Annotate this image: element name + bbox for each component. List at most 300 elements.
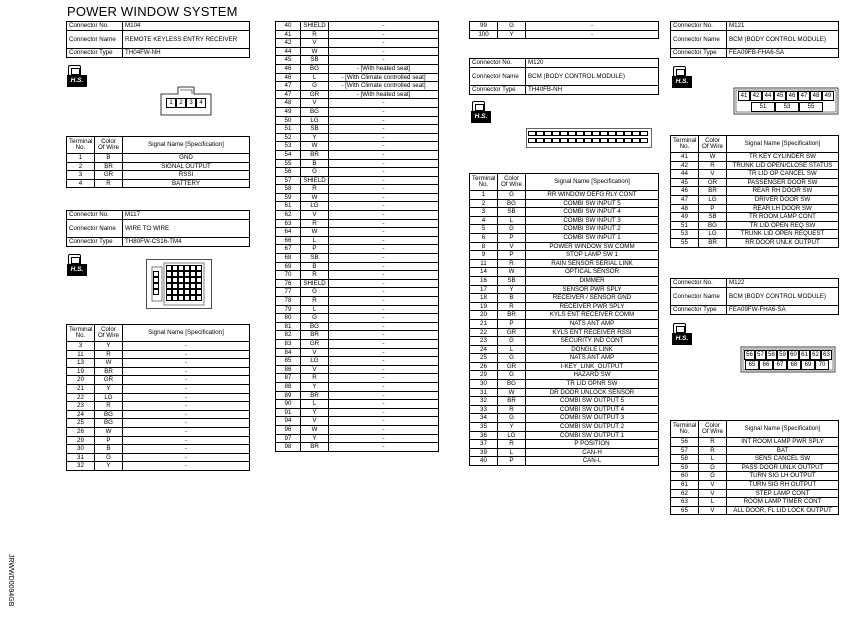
table-row [671, 153, 839, 162]
connector-cavity [536, 131, 544, 136]
signal-name-cell: PASSENGER DOOR SW [727, 178, 839, 187]
m117-connector-name: WIRE TO WIRE [123, 220, 250, 238]
wire-color-cell: L [301, 236, 329, 245]
table-row [470, 251, 659, 260]
wire-color-cell: W [95, 359, 123, 368]
wire-color-cell: BG [699, 221, 727, 230]
table-row [470, 311, 659, 320]
table-row [276, 82, 439, 91]
wire-color-cell: B [95, 445, 123, 454]
table-row [67, 367, 250, 376]
table-row [276, 279, 439, 288]
signal-header: Signal Name [Specification] [123, 325, 250, 342]
wire-color-cell: G [498, 191, 526, 200]
wire-color-cell: V [301, 365, 329, 374]
table-row [67, 359, 250, 368]
table-row [276, 64, 439, 73]
signal-name-cell: - [329, 434, 439, 443]
m117-signal-table-continued [275, 21, 439, 452]
terminal-cell: 94 [276, 417, 301, 426]
terminal-cell: 90 [276, 400, 301, 409]
connector-pin: 67 [773, 360, 787, 370]
terminal-cell: 46 [671, 187, 699, 196]
table-row [276, 408, 439, 417]
terminal-header: Terminal No. [67, 137, 95, 154]
table-row [276, 365, 439, 374]
table-row [276, 339, 439, 348]
terminal-cell: 61 [276, 202, 301, 211]
terminal-cell: 25 [67, 419, 95, 428]
terminal-cell: 63 [671, 498, 699, 507]
connector-cavity [600, 131, 608, 136]
terminal-cell: 4 [470, 216, 498, 225]
wire-color-cell: W [301, 193, 329, 202]
table-row [671, 480, 839, 489]
signal-name-cell: STEP LAMP CONT [727, 489, 839, 498]
terminal-cell: 58 [671, 455, 699, 464]
wire-color-cell: G [498, 354, 526, 363]
terminal-cell: 33 [470, 405, 498, 414]
table-row [671, 506, 839, 515]
table-row [67, 427, 250, 436]
signal-name-cell: I-KEY_LINK_OUTPUT [526, 362, 659, 371]
wire-color-cell: P [498, 319, 526, 328]
signal-name-cell: RECEIVER / SENSOR GND [526, 294, 659, 303]
table-row [276, 185, 439, 194]
table-row [67, 462, 250, 471]
wire-color-cell: R [301, 374, 329, 383]
terminal-cell: 47 [276, 82, 301, 91]
signal-name-cell: - [329, 425, 439, 434]
signal-name-cell: BATTERY [123, 179, 250, 188]
connector-pin: 48 [810, 91, 822, 101]
table-row [470, 371, 659, 380]
table-row [470, 337, 659, 346]
table-row [470, 405, 659, 414]
connector-cavity [584, 131, 592, 136]
signal-name-cell: DR DOOR UNLOCK SENSOR [526, 388, 659, 397]
table-row [470, 285, 659, 294]
terminal-cell: 70 [276, 271, 301, 280]
connector-cavity [640, 131, 648, 136]
connector-name-label: Connector Name [470, 68, 526, 86]
table-row [276, 30, 439, 39]
wire-color-cell: BR [301, 391, 329, 400]
wire-color-cell: GR [95, 171, 123, 180]
signal-name-cell: - [329, 107, 439, 116]
table-row [276, 391, 439, 400]
signal-name-cell: - [123, 436, 250, 445]
wire-color-cell: G [699, 463, 727, 472]
terminal-cell: 51 [276, 125, 301, 134]
table-row [470, 431, 659, 440]
table-row [470, 233, 659, 242]
wire-color-cell: BG [301, 322, 329, 331]
signal-name-cell: HAZARD SW [526, 371, 659, 380]
signal-name-cell: - [329, 133, 439, 142]
wire-color-cell: L [498, 448, 526, 457]
signal-name-cell: NATS ANT AMP [526, 354, 659, 363]
table-row [276, 305, 439, 314]
terminal-cell: 1 [470, 191, 498, 200]
terminal-cell: 47 [276, 90, 301, 99]
wire-color-cell: BR [301, 150, 329, 159]
signal-name-cell: TR LID OP CANCEL SW [727, 170, 839, 179]
wire-color-cell: Y [498, 285, 526, 294]
table-row [470, 216, 659, 225]
connector-pin: 57 [755, 350, 766, 360]
signal-name-cell: - [329, 211, 439, 220]
signal-name-cell: COMBI SW OUTPUT 1 [526, 431, 659, 440]
harness-side-icon: H.S. [672, 66, 694, 90]
wire-color-cell: SB [699, 213, 727, 222]
terminal-cell: 13 [67, 359, 95, 368]
signal-name-cell: - [123, 402, 250, 411]
table-row [276, 90, 439, 99]
page-title: POWER WINDOW SYSTEM [67, 4, 238, 19]
table-row [276, 425, 439, 434]
table-row [276, 348, 439, 357]
connector-cavity [632, 131, 640, 136]
terminal-cell: 3 [67, 171, 95, 180]
table-row [470, 191, 659, 200]
wire-color-cell: LG [699, 195, 727, 204]
wire-color-cell: V [301, 99, 329, 108]
color-header: Color Of Wire [95, 325, 123, 342]
terminal-cell: 29 [470, 371, 498, 380]
signal-name-cell: - [With Climate controlled seat] [329, 82, 439, 91]
terminal-cell: 41 [671, 153, 699, 162]
wire-color-cell: R [95, 402, 123, 411]
signal-name-cell: - [329, 202, 439, 211]
signal-name-cell: INT ROOM LAMP PWR SPLY [727, 438, 839, 447]
connector-cavity [544, 138, 552, 143]
m117-connector-info [66, 210, 250, 247]
signal-name-cell: - [329, 297, 439, 306]
wire-color-cell: BR [699, 187, 727, 196]
wire-color-cell: P [498, 233, 526, 242]
wire-color-cell: LG [301, 357, 329, 366]
terminal-cell: 66 [276, 236, 301, 245]
wire-color-cell: G [498, 371, 526, 380]
signal-name-cell: - [123, 376, 250, 385]
wire-color-cell: Y [301, 133, 329, 142]
terminal-cell: 99 [470, 22, 498, 31]
signal-name-cell: - [329, 142, 439, 151]
terminal-cell: 56 [276, 168, 301, 177]
signal-header: Signal Name [Specification] [526, 174, 659, 191]
wire-color-cell: V [301, 417, 329, 426]
signal-name-cell: COMBI SW INPUT 4 [526, 208, 659, 217]
table-row [470, 30, 659, 39]
wire-color-cell: L [301, 305, 329, 314]
terminal-cell: 53 [671, 230, 699, 239]
terminal-cell: 77 [276, 288, 301, 297]
connector-cavity [544, 131, 552, 136]
wire-color-cell: B [301, 262, 329, 271]
terminal-cell: 37 [470, 440, 498, 449]
wire-color-cell: G [301, 314, 329, 323]
table-row [671, 213, 839, 222]
connector-pin: 49 [822, 91, 834, 101]
m122-signal-table [670, 420, 839, 515]
connector-cavity [153, 289, 159, 295]
table-row [470, 345, 659, 354]
signal-name-cell: COMBI SW OUTPUT 2 [526, 423, 659, 432]
m121-connector-type: FEA09FB-FHA6-SA [727, 49, 839, 58]
m117-signal-table [66, 324, 250, 471]
connector-cavity [592, 131, 600, 136]
wire-color-cell: Y [95, 384, 123, 393]
m120-connector-info [469, 58, 659, 95]
table-row [671, 455, 839, 464]
wire-color-cell: W [95, 427, 123, 436]
wire-color-cell: P [699, 204, 727, 213]
table-row [276, 236, 439, 245]
signal-name-cell: - [329, 228, 439, 237]
table-row [276, 262, 439, 271]
signal-name-cell: - [123, 427, 250, 436]
terminal-cell: 41 [276, 30, 301, 39]
wire-color-cell: P [498, 251, 526, 260]
connector-pin: 61 [799, 350, 810, 360]
connector-pin: 45 [774, 91, 786, 101]
wire-color-cell: L [699, 498, 727, 507]
signal-name-cell: - [329, 271, 439, 280]
terminal-cell: 46 [276, 64, 301, 73]
table-row [276, 331, 439, 340]
terminal-cell: 20 [67, 376, 95, 385]
wire-color-cell: LG [95, 393, 123, 402]
wire-color-cell: SB [301, 125, 329, 134]
signal-name-cell: DRIVER DOOR SW [727, 195, 839, 204]
m121-connector-no: M121 [727, 22, 839, 31]
terminal-cell: 55 [671, 238, 699, 247]
terminal-cell: 96 [276, 425, 301, 434]
signal-name-cell: - [329, 245, 439, 254]
table-row [276, 271, 439, 280]
connector-pin: 51 [751, 102, 775, 112]
table-row [276, 39, 439, 48]
connector-cavity [560, 131, 568, 136]
m122-connector-info [670, 278, 839, 315]
table-row [67, 162, 250, 171]
terminal-cell: 19 [470, 302, 498, 311]
connector-pin: 46 [786, 91, 798, 101]
connector-no-label: Connector No. [470, 59, 526, 68]
terminal-cell: 51 [671, 221, 699, 230]
terminal-cell: 91 [276, 408, 301, 417]
terminal-cell: 24 [67, 410, 95, 419]
signal-name-cell: - [329, 176, 439, 185]
table-row [276, 125, 439, 134]
signal-name-cell: - [329, 219, 439, 228]
terminal-cell: 18 [470, 294, 498, 303]
wire-color-cell: GR [498, 328, 526, 337]
connector-cavity [632, 138, 640, 143]
signal-header: Signal Name [Specification] [123, 137, 250, 154]
connector-cavity [624, 131, 632, 136]
connector-pin: 2 [176, 98, 186, 108]
terminal-cell: 87 [276, 374, 301, 383]
signal-name-cell: DONGLE LINK [526, 345, 659, 354]
table-row [67, 402, 250, 411]
signal-name-cell: - [329, 357, 439, 366]
terminal-cell: 34 [470, 414, 498, 423]
table-row [67, 436, 250, 445]
signal-name-cell: SENSOR PWR SPLY [526, 285, 659, 294]
signal-name-cell: COMBI SW INPUT 1 [526, 233, 659, 242]
connector-no-label: Connector No. [671, 279, 727, 288]
signal-name-cell: - [329, 168, 439, 177]
m122-connector-type: FEA09FW-FHA6-SA [727, 306, 839, 315]
table-row [276, 314, 439, 323]
table-row [470, 440, 659, 449]
wire-color-cell: R [498, 440, 526, 449]
signal-name-cell: - [329, 443, 439, 452]
terminal-cell: 5 [470, 225, 498, 234]
signal-name-cell: ROOM LAMP TIMER CONT [727, 498, 839, 507]
table-row [671, 170, 839, 179]
wire-color-cell: R [498, 405, 526, 414]
m104-connector-name: REMOTE KEYLESS ENTRY RECEIVER [123, 31, 250, 49]
wire-color-cell: R [699, 446, 727, 455]
signal-name-cell: - [329, 262, 439, 271]
table-row [671, 489, 839, 498]
terminal-cell: 85 [276, 357, 301, 366]
terminal-cell: 80 [276, 314, 301, 323]
terminal-cell: 78 [276, 297, 301, 306]
connector-cavity [528, 131, 536, 136]
terminal-cell: 20 [470, 311, 498, 320]
signal-name-cell: - [329, 374, 439, 383]
m122-connector-diagram [740, 345, 836, 373]
table-row [470, 362, 659, 371]
signal-name-cell: - [329, 339, 439, 348]
terminal-cell: 76 [276, 279, 301, 288]
table-row [671, 230, 839, 239]
table-row [276, 228, 439, 237]
harness-side-icon: H.S. [672, 323, 694, 347]
wire-color-cell: P [95, 436, 123, 445]
terminal-cell: 52 [276, 133, 301, 142]
signal-name-cell: P POSITION [526, 440, 659, 449]
wire-color-cell: L [301, 73, 329, 82]
signal-name-cell: - [329, 279, 439, 288]
table-row [470, 22, 659, 31]
m122-connector-name: BCM (BODY CONTROL MODULE) [727, 288, 839, 306]
connector-cavity [616, 138, 624, 143]
connector-type-label: Connector Type [67, 49, 123, 58]
connector-no-label: Connector No. [67, 211, 123, 220]
connector-pin: 65 [745, 360, 759, 370]
table-row [470, 457, 659, 466]
table-row [276, 150, 439, 159]
wire-color-cell: L [498, 345, 526, 354]
table-row [276, 288, 439, 297]
table-row [276, 245, 439, 254]
signal-name-cell: TR LID OPNR SW [526, 380, 659, 389]
terminal-cell: 88 [276, 382, 301, 391]
m104-signal-table [66, 136, 250, 188]
m104-connector-no: M104 [123, 22, 250, 31]
terminal-cell: 62 [671, 489, 699, 498]
signal-name-cell: TURN SIG RH OUTPUT [727, 480, 839, 489]
signal-name-cell: - [329, 185, 439, 194]
table-row [67, 350, 250, 359]
terminal-cell: 9 [470, 251, 498, 260]
signal-name-cell: - [329, 56, 439, 65]
terminal-cell: 84 [276, 348, 301, 357]
wire-color-cell: V [301, 211, 329, 220]
terminal-cell: 69 [276, 262, 301, 271]
signal-name-cell: - [123, 393, 250, 402]
wire-color-cell: Y [498, 30, 526, 39]
m122-connector-no: M122 [727, 279, 839, 288]
table-row [470, 423, 659, 432]
signal-header: Signal Name [Specification] [727, 421, 839, 438]
terminal-cell: 82 [276, 331, 301, 340]
signal-name-cell: POWER WINDOW SW COMM [526, 242, 659, 251]
terminal-cell: 17 [470, 285, 498, 294]
terminal-cell: 22 [67, 393, 95, 402]
wire-color-cell: P [498, 457, 526, 466]
terminal-cell: 40 [276, 22, 301, 31]
connector-pin: 3 [186, 98, 196, 108]
terminal-cell: 30 [470, 380, 498, 389]
m104-connector-type: TH04FW-NH [123, 49, 250, 58]
terminal-cell: 39 [470, 448, 498, 457]
wire-color-cell: SB [498, 276, 526, 285]
signal-name-cell: - [329, 348, 439, 357]
wire-color-cell: V [301, 348, 329, 357]
wire-color-cell: R [301, 271, 329, 280]
terminal-cell: 24 [470, 345, 498, 354]
signal-name-cell: REAR RH DOOR SW [727, 187, 839, 196]
table-row [276, 400, 439, 409]
terminal-cell: 40 [470, 457, 498, 466]
connector-cavity [584, 138, 592, 143]
signal-name-cell: TR ROOM LAMP CONT [727, 213, 839, 222]
terminal-cell: 100 [470, 30, 498, 39]
terminal-cell: 45 [276, 56, 301, 65]
signal-name-cell: - [329, 288, 439, 297]
wire-color-cell: G [95, 453, 123, 462]
terminal-cell: 47 [671, 195, 699, 204]
table-row [67, 384, 250, 393]
signal-name-cell: - [329, 305, 439, 314]
signal-name-cell: - [329, 125, 439, 134]
connector-pin: 42 [750, 91, 762, 101]
color-header: Color Of Wire [699, 136, 727, 153]
terminal-cell: 60 [671, 472, 699, 481]
signal-name-cell: - [329, 116, 439, 125]
signal-name-cell: - [329, 193, 439, 202]
connector-pin: 59 [777, 350, 788, 360]
terminal-cell: 44 [671, 170, 699, 179]
wire-color-cell: G [498, 337, 526, 346]
connector-cavity [196, 295, 202, 301]
m104-connector-info [66, 21, 250, 58]
wire-color-cell: Y [301, 408, 329, 417]
connector-pin: 47 [798, 91, 810, 101]
terminal-cell: 54 [276, 150, 301, 159]
signal-name-cell: ALL DOOR, FL LID LOCK OUTPUT [727, 506, 839, 515]
terminal-cell: 42 [671, 161, 699, 170]
connector-pin: 44 [762, 91, 774, 101]
terminal-cell: 31 [67, 453, 95, 462]
table-row [470, 388, 659, 397]
